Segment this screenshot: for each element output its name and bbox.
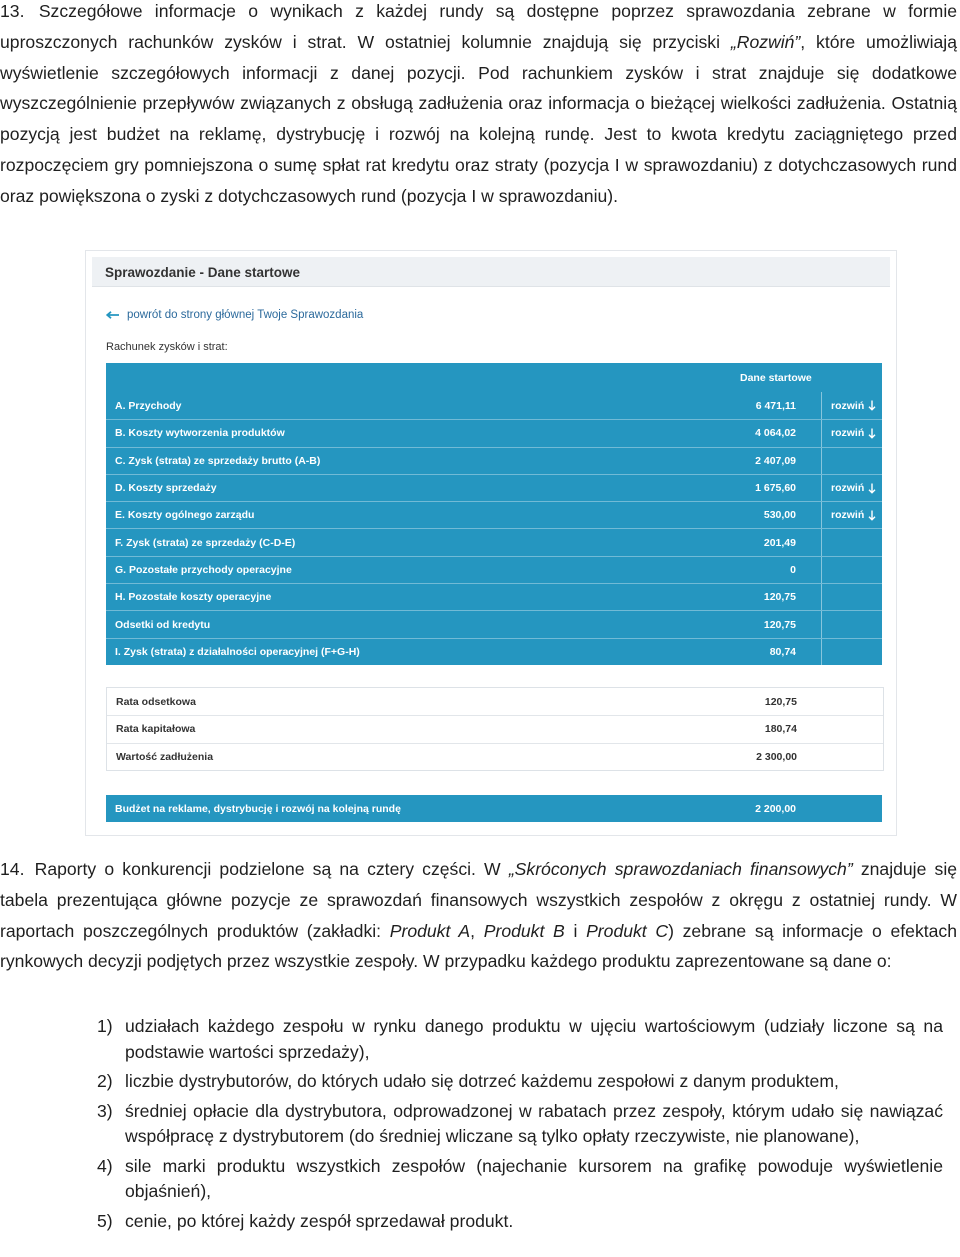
separator: , [470,920,484,941]
back-link-label: powrót do strony głównej Twoje Sprawozdania [127,309,364,321]
paragraph-text: Raporty o konkurencji podzielone są na cztery części. W [34,859,509,879]
row-label: Rata kapitałowa [116,723,196,736]
table-row [106,419,882,446]
row-label: H. Pozostałe koszty operacyjne [115,591,272,604]
table-row [106,610,882,637]
paragraph-text: Szczegółowe informacje o wynikach z każdej rundy są dostępne poprzez sprawozdania zebrane w formie uproszczonych rachunków zysków i strat. W ostatniej kolumnie znajdują się przyciski [0,1,958,52]
table-row [106,556,882,583]
table-row [106,638,882,665]
debt-row [107,715,883,742]
debt-row [107,743,883,770]
arrow-down-icon [868,428,876,439]
row-value: 201,49 [763,536,796,549]
emphasis-skrocone: „Skróconych sprawozdaniach finansowych” [508,859,853,879]
emphasis-produkt-b: Produkt B [483,920,565,941]
list-item [97,1154,943,1205]
table-row [106,447,882,474]
budget-table [106,795,882,822]
row-value: 120,75 [764,695,797,708]
arrow-down-icon [868,400,876,411]
paragraph-13 [0,0,957,212]
row-label: D. Koszty sprzedaży [115,482,217,495]
row-label: C. Zysk (strata) ze sprzedaży brutto (A-B) [115,454,321,467]
table-row [106,474,882,501]
row-value: 4 064,02 [755,427,796,440]
paragraph-text: ) zebrane są informacje o efektach rynkowych decyzji podjętych przez wszystkie zespoły. W przypadku każdego produktu zaprezentowane są dane o: [0,920,957,972]
budget-label: Budżet na reklame, dystrybucję i rozwój na kolejną rundę [115,802,401,815]
row-label: Odsetki od kredytu [115,618,211,631]
report-screenshot [85,250,897,836]
row-label: F. Zysk (strata) ze sprzedaży (C-D-E) [115,536,296,549]
empty-action-cell [821,557,831,583]
row-label: Wartość zadłużenia [116,750,214,763]
list-marker: 4) [97,1155,113,1176]
row-value: 2 300,00 [756,750,797,763]
expand-label: rozwiń [831,427,865,440]
paragraph-text: znajduje się tabela prezentująca główne pozycje ze sprawozdań finansowych wszystkich zespołów z okręgu z ostatniej rundy. W raportach poszczególnych produktów (zakładki: [0,859,958,941]
list-text: cenie, po której każdy zespół sprzedawał produkt. [125,1210,514,1231]
row-value: 1 675,60 [755,482,796,495]
list-text: udziałach każdego zespołu w rynku danego produktu w ujęciu wartościowym (udziały liczone są na podstawie wartości sprzedaży), [125,1016,943,1062]
arrow-left-icon [106,311,119,319]
empty-action-cell [821,584,831,610]
empty-action-cell [821,529,831,555]
list-marker: 1) [97,1016,113,1036]
row-value: 0 [790,563,796,576]
empty-action-cell [821,639,831,665]
emphasis-produkt-a: Produkt A [389,920,471,941]
row-value: 2 407,09 [755,454,796,467]
expand-label: rozwiń [831,482,865,495]
report-title: Sprawozdanie - Dane startowe [92,257,890,287]
row-value: 80,74 [769,645,796,658]
profit-loss-table [106,363,882,665]
paragraph-number: 14. [0,859,25,879]
data-list [97,1014,943,1238]
row-value: 180,74 [764,723,797,736]
row-value: 120,75 [763,618,796,631]
list-text: sile marki produktu wszystkich zespołów (najechanie kursorem na grafikę powoduje wyświetlenie objaśnień), [125,1155,943,1201]
row-label: E. Koszty ogólnego zarządu [115,509,255,522]
expand-button[interactable] [821,502,876,528]
row-label: G. Pozostałe przychody operacyjne [115,563,292,576]
table-row [106,583,882,610]
list-marker: 2) [97,1071,113,1091]
list-item [97,1209,943,1235]
expand-button[interactable] [821,420,876,446]
row-label: A. Przychody [115,399,182,412]
list-marker: 3) [97,1100,113,1121]
list-text: liczbie dystrybutorów, do których udało się dotrzeć każdemu zespołowi z danym produktem, [125,1071,839,1091]
list-item [97,1069,943,1095]
empty-action-cell [821,611,831,637]
separator: i [564,920,587,941]
expand-label: rozwiń [831,509,865,522]
empty-action-cell [821,448,831,474]
paragraph-14 [0,854,957,977]
list-item [97,1014,943,1065]
column-header: Dane startowe [740,371,812,384]
table-header-row [106,363,882,392]
table-row [106,501,882,528]
back-link[interactable] [106,309,363,321]
arrow-down-icon [868,510,876,521]
row-label: Rata odsetkowa [116,695,196,708]
row-label: B. Koszty wytworzenia produktów [115,427,285,440]
list-marker: 5) [97,1210,113,1231]
row-value: 120,75 [763,591,796,604]
debt-row [107,688,883,715]
emphasis-rozwin: „Rozwiń” [730,31,801,52]
expand-label: rozwiń [831,399,865,412]
list-text: średniej opłacie dla dystrybutora, odprowadzonej w rabatach przez zespoły, którym udało się nawiązać współpracę z dystrybutorem (do średniej wliczane są tylko opłaty rzeczywiste, nie planowane), [125,1100,943,1146]
table-row [106,528,882,555]
arrow-down-icon [868,483,876,494]
row-value: 530,00 [763,509,796,522]
debt-table [106,687,884,771]
list-item [97,1099,943,1150]
budget-value: 2 200,00 [755,802,796,815]
paragraph-number: 13. [0,1,25,21]
table-row [106,392,882,419]
section-label: Rachunek zysków i strat: [106,341,228,353]
expand-button[interactable] [821,475,876,501]
emphasis-produkt-c: Produkt C [586,920,669,941]
row-label: I. Zysk (strata) z działalności operacyjnej (F+G-H) [115,645,360,658]
expand-button[interactable] [821,392,876,419]
row-value: 6 471,11 [755,399,796,412]
budget-row [106,795,882,822]
paragraph-text: , które umożliwiają wyświetlenie szczegółowych informacji z danej pozycji. Pod rachunkiem zysków i strat znajduje się dodatkowe wyszczególnienie przepływów związanych z obsługą zadłużenia oraz informacja o bieżącej wielkości zadłużenia. Ostatnią pozycją jest budżet na reklamę, dystrybucję i rozwój na kolejną rundę. Jest to kwota kredytu zaciągniętego przed rozpoczęciem gry pomniejszona o sumę spłat rat kredytu oraz straty (pozycja I w sprawozdaniu) z dotychczasowych rund oraz powiększona o zyski z dotychczasowych rund (pozycja I w sprawozdaniu). [0,31,957,206]
